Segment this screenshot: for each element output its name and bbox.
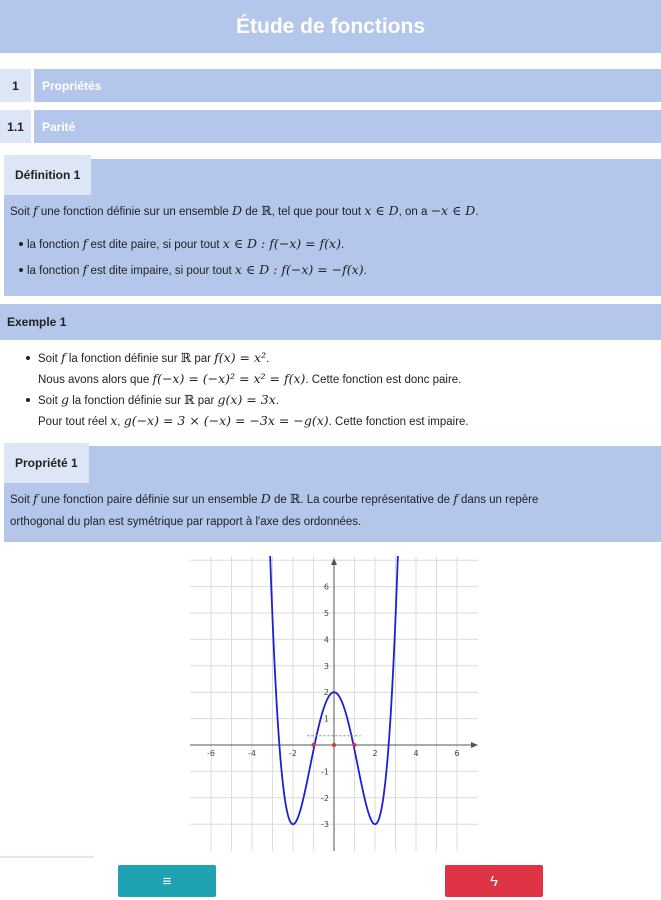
graph-axes (190, 558, 478, 851)
y-tick-label: -2 (321, 793, 329, 803)
property-tag: Propriété 1 (4, 443, 89, 483)
graph-tick-labels (207, 583, 460, 830)
y-tick-label: 3 (323, 661, 329, 671)
y-tick-label: 6 (323, 582, 329, 592)
bullet-dot (26, 356, 30, 360)
definition-tag: Définition 1 (4, 155, 91, 195)
point-marker (312, 743, 316, 747)
y-tick-label: 2 (323, 688, 329, 698)
subsection-heading-parity (0, 110, 661, 143)
y-tick-label: 5 (323, 609, 329, 618)
footer-divider (0, 856, 94, 858)
example-heading: Exemple 1 (0, 304, 661, 340)
example-item-g: Soit g la fonction définie sur ℝ par g(x) = 3x. (38, 392, 279, 407)
bullet-dot (19, 242, 23, 246)
subsection-number: 1.1 (0, 110, 31, 143)
bullet-dot (26, 398, 30, 402)
function-graph (190, 556, 478, 851)
point-marker (332, 743, 336, 747)
example-item-g-detail: Pour tout réel x, g(−x) = 3 × (−x) = −3x = −g(x). Cette fonction est impaire. (38, 413, 469, 428)
page-header (0, 0, 661, 53)
y-tick-label: 1 (323, 714, 329, 724)
example-item-f-detail: Nous avons alors que f(−x) = (−x)² = x² = f(x). Cette fonction est donc paire. (38, 371, 462, 386)
flash-button[interactable] (445, 865, 543, 897)
x-tick-label: -6 (207, 749, 215, 758)
y-tick-label: -3 (321, 820, 329, 830)
point-marker (353, 743, 357, 747)
y-tick-label: -1 (321, 767, 329, 777)
definition-intro: Soit f une fonction définie sur un ensemble D de ℝ, tel que pour tout x ∈ D, on a −x ∈ D. (10, 203, 479, 218)
section-heading-properties (0, 69, 661, 102)
example-item-f: Soit f la fonction définie sur ℝ par f(x) = x². (38, 350, 270, 365)
menu-button[interactable] (118, 865, 216, 897)
y-tick-label: 4 (323, 635, 329, 645)
y-axis-arrow (331, 558, 337, 565)
bullet-dot (19, 268, 23, 272)
section-number: 1 (0, 69, 31, 102)
x-tick-label: 4 (413, 749, 419, 758)
section-title: Propriétés (34, 69, 661, 102)
menu-icon: ≡ (162, 872, 172, 890)
property-text-line-1: Soit f une fonction paire définie sur un ensemble D de ℝ. La courbe représentative de f dans un repère (10, 491, 539, 506)
lightning-icon: ϟ (490, 872, 498, 890)
subsection-title: Parité (34, 110, 661, 143)
x-tick-label: 2 (372, 749, 378, 758)
x-tick-label: 6 (454, 749, 460, 758)
x-axis-arrow (471, 742, 478, 748)
x-tick-label: -2 (289, 749, 297, 758)
x-tick-label: -4 (248, 749, 256, 758)
definition-even-item: la fonction f est dite paire, si pour tout x ∈ D : f(−x) = f(x). (27, 236, 345, 251)
property-text-line-2: orthogonal du plan est symétrique par rapport à l'axe des ordonnées. (10, 516, 362, 528)
page-title: Étude de fonctions (236, 14, 425, 38)
definition-odd-item: la fonction f est dite impaire, si pour tout x ∈ D : f(−x) = −f(x). (27, 262, 367, 277)
